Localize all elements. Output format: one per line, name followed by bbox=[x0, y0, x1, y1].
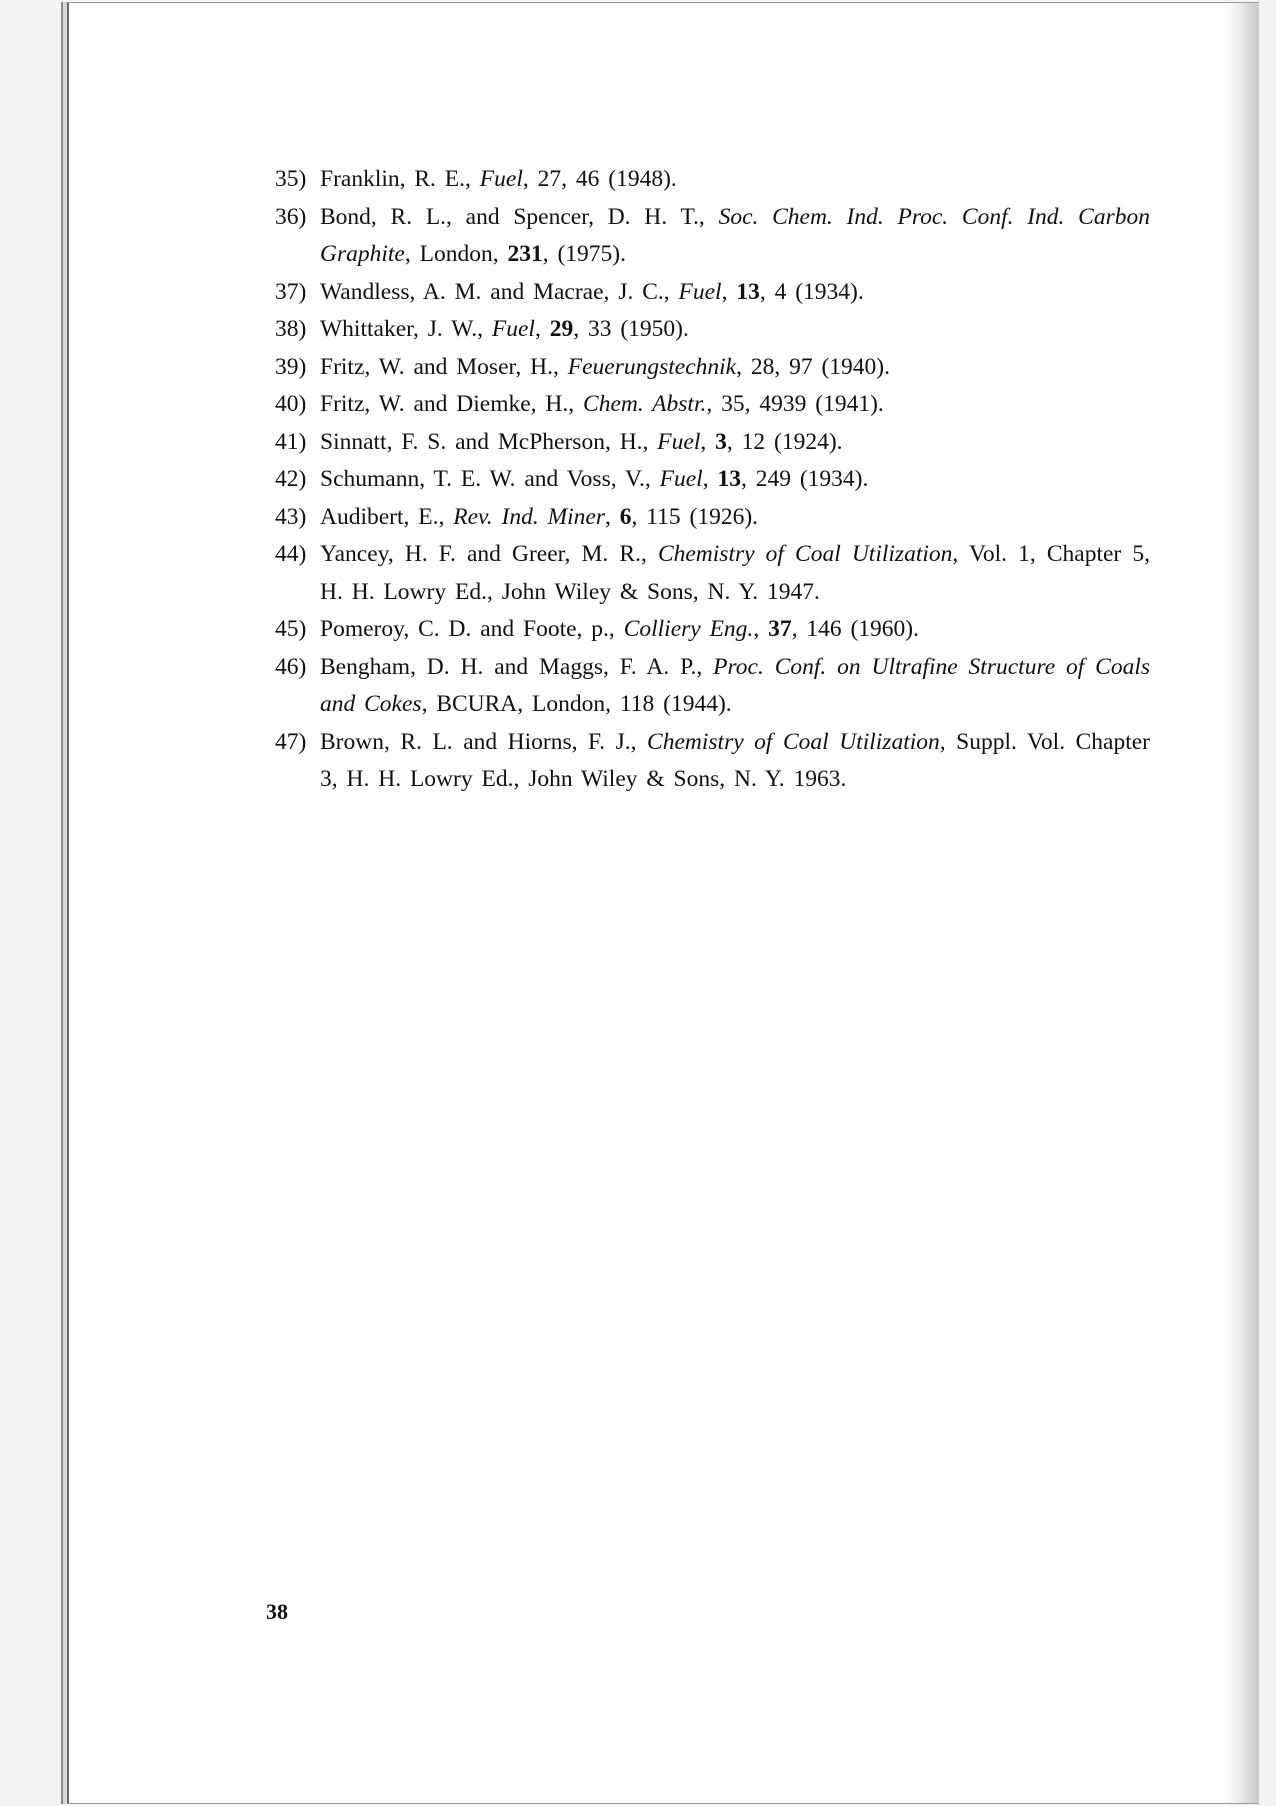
reference-separator: , London, bbox=[404, 241, 508, 267]
reference-number: 39) bbox=[275, 353, 307, 380]
reference-authors: Bengham, D. H. and Maggs, F. A. P., bbox=[320, 653, 714, 680]
reference-number: 47) bbox=[275, 728, 307, 755]
reference-volume: 27 bbox=[537, 166, 562, 192]
reference-number: 43) bbox=[275, 503, 307, 530]
reference-volume: 28 bbox=[750, 353, 775, 380]
reference-details: , 4939 (1941). bbox=[744, 391, 884, 417]
reference-separator: , bbox=[753, 616, 769, 642]
reference-authors: Sinnatt, F. S. and McPherson, H., bbox=[320, 428, 658, 455]
reference-number: 44) bbox=[275, 541, 307, 567]
reference-details: , 4 (1934). bbox=[759, 278, 864, 305]
reference-volume: 13 bbox=[736, 278, 760, 305]
reference-item bbox=[275, 499, 1150, 537]
reference-number: 35) bbox=[275, 166, 307, 192]
reference-journal: Rev. Ind. Miner bbox=[453, 503, 605, 530]
reference-journal: Fuel bbox=[479, 166, 523, 192]
reference-details: , Suppl. Vol. Chapter 3, H. H. Lowry Ed., John Wiley & Sons, N. Y. 1963. bbox=[320, 728, 1151, 792]
reference-details: , (1975). bbox=[542, 241, 626, 267]
reference-separator: , bbox=[700, 428, 716, 455]
reference-separator: , bbox=[736, 353, 751, 380]
reference-item bbox=[275, 274, 1150, 312]
reference-item bbox=[275, 311, 1150, 349]
reference-journal: Chem. Abstr. bbox=[583, 391, 707, 417]
document-page bbox=[67, 2, 1259, 1804]
reference-journal: Fuel bbox=[491, 316, 535, 342]
reference-separator: , bbox=[721, 278, 737, 305]
reference-authors: Brown, R. L. and Hiorns, F. J., bbox=[320, 728, 648, 755]
reference-details: , 146 (1960). bbox=[791, 616, 919, 642]
reference-item bbox=[275, 461, 1150, 499]
reference-number: 40) bbox=[275, 391, 307, 417]
reference-volume: 3 bbox=[715, 428, 727, 455]
reference-item bbox=[275, 611, 1150, 649]
reference-number: 37) bbox=[275, 278, 307, 305]
reference-details: , 115 (1926). bbox=[631, 503, 759, 530]
reference-authors: Yancey, H. F. and Greer, M. R., bbox=[320, 541, 658, 567]
reference-journal: Fuel bbox=[657, 428, 701, 455]
reference-number: 41) bbox=[275, 428, 307, 455]
reference-details: , 249 (1934). bbox=[740, 466, 869, 492]
reference-details: , Vol. 1, Chapter 5, H. H. Lowry Ed., John Wiley & Sons, N. Y. 1947. bbox=[320, 541, 1150, 605]
reference-details: , 46 (1948). bbox=[561, 166, 677, 192]
reference-authors: Whittaker, J. W., bbox=[320, 316, 492, 342]
reference-details: , 97 (1940). bbox=[774, 353, 891, 380]
reference-journal: Soc. Chem. Ind. Proc. Conf. Ind. Carbon Graphite bbox=[320, 203, 1150, 267]
reference-volume: 13 bbox=[717, 466, 741, 492]
reference-authors: Bond, R. L., and Spencer, D. H. T., bbox=[320, 203, 719, 230]
reference-authors: Franklin, R. E., bbox=[320, 166, 480, 192]
reference-number: 38) bbox=[275, 316, 307, 342]
reference-details: , 12 (1924). bbox=[726, 428, 843, 455]
reference-list bbox=[275, 161, 1150, 799]
reference-separator: , bbox=[522, 166, 538, 192]
reference-details: , BCURA, London, 118 (1944). bbox=[421, 691, 732, 717]
reference-item bbox=[275, 199, 1150, 274]
reference-authors: Audibert, E., bbox=[320, 503, 454, 530]
reference-item bbox=[275, 386, 1150, 424]
reference-item bbox=[275, 724, 1150, 799]
reference-authors: Fritz, W. and Diemke, H., bbox=[320, 391, 584, 417]
reference-journal: Chemistry of Coal Utilization bbox=[647, 728, 940, 755]
reference-journal: Fuel bbox=[678, 278, 722, 305]
reference-volume: 37 bbox=[768, 616, 792, 642]
reference-volume: 6 bbox=[619, 503, 632, 530]
reference-number: 45) bbox=[275, 616, 307, 642]
reference-item bbox=[275, 649, 1150, 724]
reference-authors: Pomeroy, C. D. and Foote, p., bbox=[320, 616, 624, 642]
reference-separator: , bbox=[534, 316, 550, 342]
reference-number: 36) bbox=[275, 203, 307, 230]
reference-volume: 231 bbox=[507, 241, 543, 267]
reference-authors: Fritz, W. and Moser, H., bbox=[320, 353, 568, 380]
page-edge-shadow bbox=[1225, 3, 1259, 1803]
reference-authors: Schumann, T. E. W. and Voss, V., bbox=[320, 466, 660, 492]
reference-separator: , bbox=[702, 466, 718, 492]
reference-item bbox=[275, 161, 1150, 199]
reference-journal: Proc. Conf. on Ultrafine Structure of Coals and Cokes bbox=[320, 653, 1151, 717]
reference-item bbox=[275, 536, 1150, 611]
reference-volume: 29 bbox=[549, 316, 574, 342]
reference-item bbox=[275, 424, 1150, 462]
reference-number: 46) bbox=[275, 653, 307, 680]
reference-journal: Colliery Eng. bbox=[623, 616, 754, 642]
reference-journal: Feuerungstechnik bbox=[567, 353, 737, 380]
reference-details: , 33 (1950). bbox=[573, 316, 689, 342]
reference-journal: Fuel bbox=[659, 466, 703, 492]
page-number: 38 bbox=[266, 1599, 288, 1624]
reference-journal: Chemistry of Coal Utilization bbox=[657, 541, 953, 567]
reference-item bbox=[275, 349, 1150, 387]
reference-separator: , bbox=[706, 391, 722, 417]
reference-number: 42) bbox=[275, 466, 307, 492]
reference-separator: , bbox=[605, 503, 620, 530]
reference-volume: 35 bbox=[721, 391, 745, 417]
reference-authors: Wandless, A. M. and Macrae, J. C., bbox=[320, 278, 679, 305]
